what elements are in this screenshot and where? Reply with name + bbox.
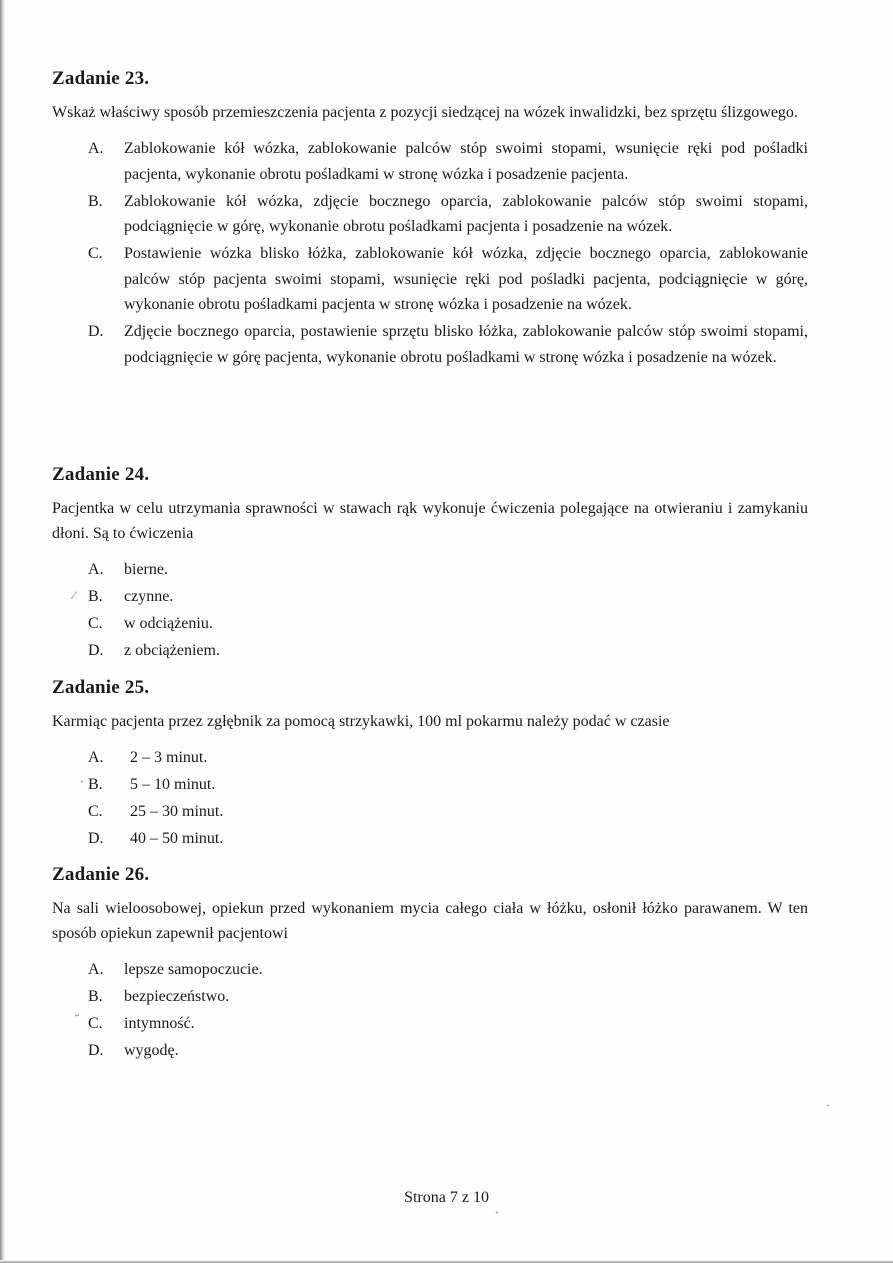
answer-text: intymność. bbox=[124, 1015, 195, 1032]
dust-speck-icon: · bbox=[826, 1098, 830, 1112]
answer-option-b bbox=[52, 189, 808, 240]
answer-list bbox=[52, 136, 808, 370]
answer-letter: A. bbox=[88, 561, 104, 578]
answer-list bbox=[52, 557, 808, 664]
task-title: Zadanie 25. bbox=[52, 677, 150, 698]
task-title: Zadanie 23. bbox=[52, 68, 150, 89]
answer-text: czynne. bbox=[124, 588, 174, 605]
answer-text: 25 – 30 minut. bbox=[130, 803, 224, 820]
answer-letter: A. bbox=[88, 961, 104, 978]
answer-letter: C. bbox=[88, 245, 103, 262]
scan-left-edge bbox=[0, 0, 5, 1263]
answer-list bbox=[52, 745, 808, 852]
answer-letter: C. bbox=[88, 803, 103, 820]
task-26 bbox=[52, 864, 808, 1065]
task-title: Zadanie 26. bbox=[52, 864, 150, 885]
answer-letter: B. bbox=[88, 192, 103, 210]
answer-text: Zablokowanie kół wózka, zablokowanie palców stóp swoimi stopami, wsunięcie ręki pod pośladki pacjenta, wykonanie obrotu pośladkami w stronę wózka i posadzenie pacjenta. bbox=[124, 140, 808, 183]
task-question: Na sali wieloosobowej, opiekun przed wykonaniem mycia całego ciała w łóżku, osłonił łóżko parawanem. W ten sposób opiekun zapewnił pacjentowi bbox=[52, 900, 808, 942]
answer-letter: B. bbox=[88, 776, 103, 793]
answer-text: Zdjęcie bocznego oparcia, postawienie sprzętu blisko łóżka, zablokowanie palców stóp swoimi stopami, podciągnięcie w górę pacjenta, wykonanie obrotu pośladkami w stronę wózka i posadzenie na wózek. bbox=[124, 323, 808, 366]
answer-letter: B. bbox=[88, 588, 103, 605]
answer-option-a bbox=[52, 745, 808, 771]
answer-letter: D. bbox=[88, 323, 104, 340]
answer-option-d bbox=[52, 638, 808, 664]
answer-letter: C. bbox=[88, 1015, 103, 1032]
answer-text: Postawienie wózka blisko łóżka, zablokowanie kół wózka, zdjęcie bocznego oparcia, zablokowanie palców stóp pacjenta swoimi stopami, wsunięcie ręki pod pośladki pacjenta, podciągnięcie w górę, wykonanie obrotu pośladkami pacjenta w stronę wózka i posadzenie na wózek. bbox=[124, 245, 808, 313]
answer-list bbox=[52, 957, 808, 1064]
answer-option-b bbox=[52, 984, 808, 1010]
answer-text: bezpieczeństwo. bbox=[124, 988, 230, 1005]
answer-option-a bbox=[52, 136, 808, 187]
pencil-mark-icon: ˎ bbox=[495, 1200, 499, 1214]
task-question: Wskaż właściwy sposób przemieszczenia pacjenta z pozycji siedzącej na wózek inwalidzki, bez sprzętu ślizgowego. bbox=[52, 104, 798, 121]
answer-option-d bbox=[52, 1038, 808, 1064]
answer-letter: D. bbox=[88, 830, 104, 847]
answer-option-a bbox=[52, 957, 808, 983]
answer-option-d bbox=[52, 319, 808, 370]
answer-letter: D. bbox=[88, 1042, 104, 1059]
task-25 bbox=[52, 677, 808, 853]
answer-text: wygodę. bbox=[124, 1042, 179, 1059]
task-title: Zadanie 24. bbox=[52, 464, 150, 485]
pencil-mark-icon: ˋ bbox=[80, 778, 84, 792]
answer-text: w odciążeniu. bbox=[124, 615, 213, 632]
task-question: Pacjentka w celu utrzymania sprawności w stawach rąk wykonuje ćwiczenia polegające na otwieraniu i zamykaniu dłoni. Są to ćwiczenia bbox=[52, 500, 808, 542]
answer-option-b bbox=[52, 584, 808, 610]
answer-text: z obciążeniem. bbox=[124, 642, 220, 659]
answer-letter: C. bbox=[88, 615, 103, 632]
task-24 bbox=[52, 464, 808, 665]
pencil-mark-icon: ˝ bbox=[75, 1012, 79, 1026]
answer-option-c bbox=[52, 611, 808, 637]
answer-letter: A. bbox=[88, 140, 104, 157]
page-footer: Strona 7 z 10 bbox=[404, 1189, 489, 1206]
answer-text: 2 – 3 minut. bbox=[130, 749, 208, 766]
answer-option-c bbox=[52, 799, 808, 825]
answer-option-c bbox=[52, 241, 808, 318]
answer-letter: D. bbox=[88, 642, 104, 659]
task-question: Karmiąc pacjenta przez zgłębnik za pomocą strzykawki, 100 ml pokarmu należy podać w czasie bbox=[52, 713, 670, 730]
answer-option-c bbox=[52, 1011, 808, 1037]
answer-text: bierne. bbox=[124, 561, 168, 578]
answer-letter: A. bbox=[88, 749, 104, 766]
answer-text: 5 – 10 minut. bbox=[130, 776, 216, 793]
answer-text: Zablokowanie kół wózka, zdjęcie bocznego oparcia, zablokowanie palców stóp swoimi stopami, podciągnięcie w górę, wykonanie obrotu pośladkami pacjenta i posadzenie na wózek. bbox=[124, 192, 808, 235]
answer-option-b bbox=[52, 772, 808, 798]
answer-option-d bbox=[52, 826, 808, 852]
answer-letter: B. bbox=[88, 988, 103, 1005]
task-23 bbox=[52, 68, 808, 372]
answer-option-a bbox=[52, 557, 808, 583]
answer-text: lepsze samopoczucie. bbox=[124, 961, 263, 978]
answer-text: 40 – 50 minut. bbox=[130, 830, 224, 847]
pencil-mark-icon: ⁄ bbox=[73, 588, 76, 602]
